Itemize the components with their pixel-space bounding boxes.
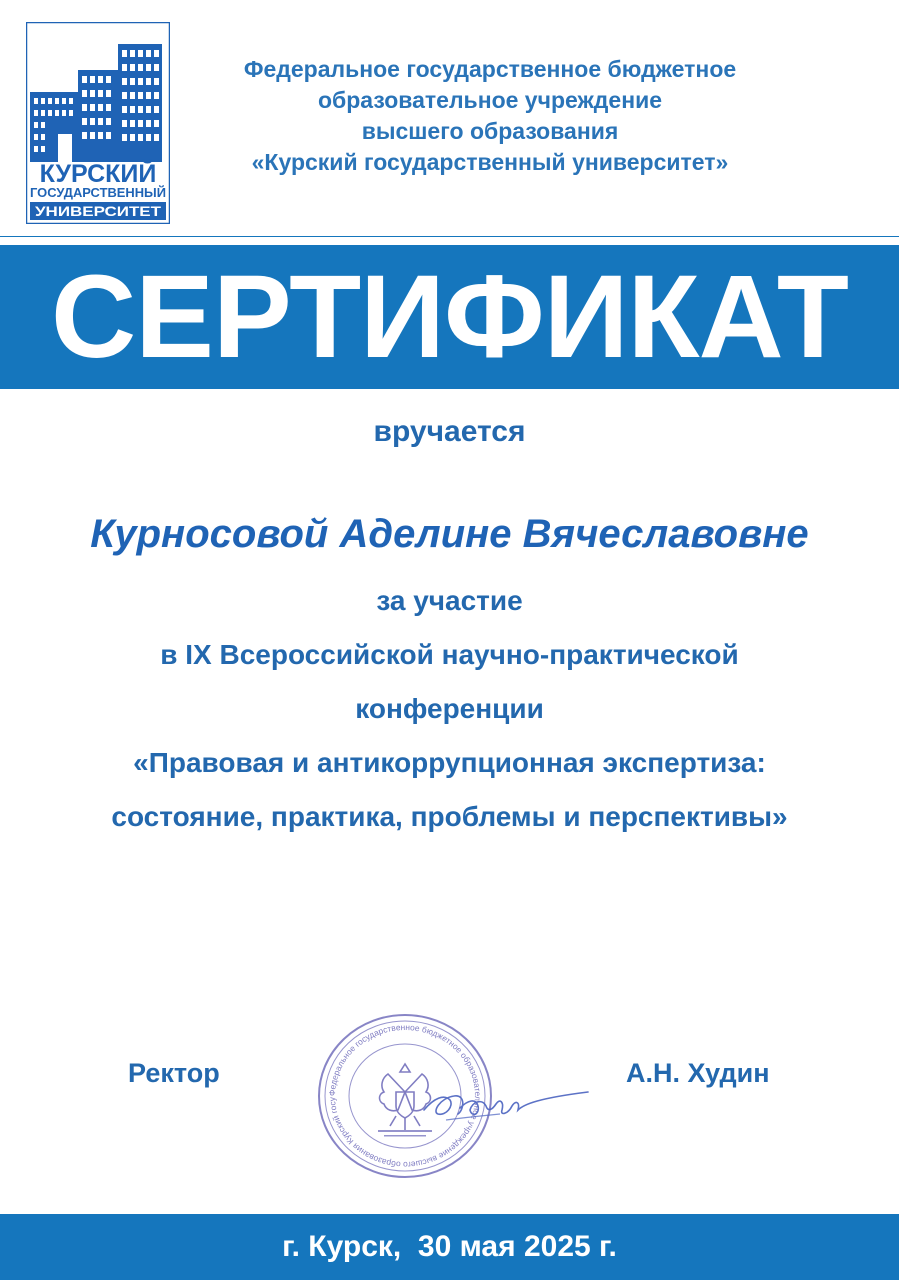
certificate-title: СЕРТИФИКАТ — [51, 251, 848, 383]
seal-text: Федеральное государственное бюджетное образовательное учреждение высшего образования Курский госу — [326, 1021, 484, 1171]
handwritten-signature — [420, 1080, 590, 1130]
rector-label: Ректор — [128, 1058, 220, 1088]
reason-line: в IX Всероссийской научно-практической — [160, 639, 739, 670]
award-reason — [0, 574, 899, 844]
certificate-banner — [0, 245, 899, 389]
logo-line-2: ГОСУДАРСТВЕННЫЙ — [30, 186, 162, 200]
org-line: «Курский государственный университет» — [251, 149, 729, 175]
university-building-icon — [26, 22, 170, 224]
reason-line: конференции — [355, 693, 544, 724]
university-logo — [26, 22, 170, 224]
rector-name: А.Н. Худин — [626, 1058, 770, 1088]
awarded-text: вручается — [373, 415, 526, 448]
header-divider — [0, 236, 899, 237]
recipient-name: Курносовой Аделине Вячеславовне — [90, 512, 809, 556]
org-line: Федеральное государственное бюджетное — [243, 56, 737, 82]
reason-line: состояние, практика, проблемы и перспективы» — [111, 801, 788, 832]
logo-line-1: КУРСКИЙ — [39, 160, 157, 188]
rector-signature — [420, 1080, 590, 1130]
reason-line: за участие — [376, 585, 523, 616]
org-line: высшего образования — [361, 118, 619, 144]
organization-name — [180, 54, 800, 178]
place-and-date: г. Курск, 30 мая 2025 г. — [282, 1230, 617, 1263]
reason-line: «Правовая и антикоррупционная экспертиза: — [133, 747, 766, 778]
org-line: образовательное учреждение — [317, 87, 663, 113]
logo-line-3: УНИВЕРСИТЕТ — [35, 203, 162, 219]
footer-bar — [0, 1214, 899, 1280]
